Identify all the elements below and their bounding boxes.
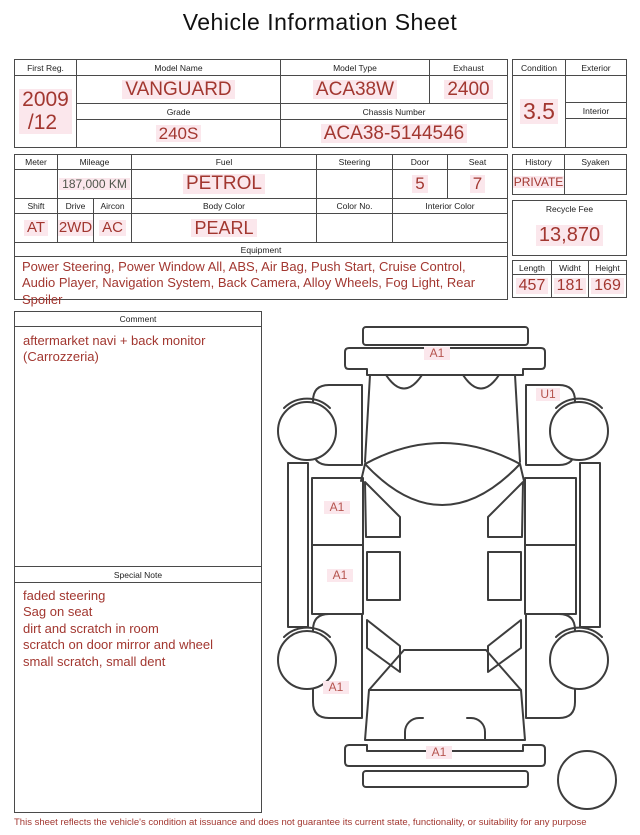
damage-mark: A1 bbox=[429, 346, 445, 360]
drive-label: Drive bbox=[58, 199, 94, 214]
equipment-label: Equipment bbox=[15, 243, 507, 257]
left-rear-window bbox=[367, 552, 400, 600]
tailgate bbox=[365, 690, 525, 740]
color-no-value bbox=[317, 214, 393, 242]
page-title: Vehicle Information Sheet bbox=[182, 9, 458, 35]
history-panel bbox=[512, 154, 627, 195]
condition-value: 3.5 bbox=[513, 76, 566, 147]
equipment-box bbox=[14, 242, 508, 307]
height-value: 169 bbox=[589, 275, 626, 297]
comment-line: aftermarket navi + back monitor bbox=[23, 333, 206, 348]
left-sill bbox=[288, 463, 308, 627]
syaken-label: Syaken bbox=[565, 155, 626, 170]
exhaust-label: Exhaust bbox=[430, 60, 507, 76]
interior-color-value bbox=[393, 214, 507, 242]
a-pillar bbox=[520, 464, 524, 481]
height-label: Height bbox=[589, 261, 626, 275]
left-quarter-window bbox=[367, 620, 400, 672]
grade-value: 240S bbox=[77, 120, 281, 147]
special-note-line: dirt and scratch in room bbox=[23, 620, 159, 636]
recycle-fee-label: Recycle Fee bbox=[545, 204, 594, 214]
door-value: 5 bbox=[393, 170, 448, 198]
seat-value: 7 bbox=[448, 170, 507, 198]
syaken-value bbox=[565, 170, 626, 194]
interior-label: Interior bbox=[566, 103, 626, 119]
condition-label: Condition bbox=[513, 60, 566, 76]
special-note-line: scratch on door mirror and wheel bbox=[23, 637, 214, 653]
interior-color-label: Interior Color bbox=[393, 199, 507, 214]
special-note-body bbox=[15, 583, 261, 812]
left-front-wheel bbox=[278, 402, 336, 460]
front-bumper-top-bar bbox=[363, 327, 528, 345]
right-front-door bbox=[525, 478, 576, 545]
model-type-value: ACA38W bbox=[281, 76, 430, 104]
condition-panel bbox=[512, 59, 627, 148]
disclaimer-text: This sheet reflects the vehicle's condition at issuance and does not guarantee its current state, functionality, or suitability for any purpose bbox=[14, 817, 587, 828]
right-rear-door bbox=[525, 545, 576, 614]
damage-mark: A1 bbox=[332, 568, 348, 582]
model-name-value: VANGUARD bbox=[77, 76, 281, 104]
exterior-label: Exterior bbox=[566, 60, 626, 76]
special-note-line: Sag on seat bbox=[23, 604, 93, 620]
damage-mark: A1 bbox=[329, 500, 345, 514]
hood-arch bbox=[386, 375, 422, 389]
right-quarter-window bbox=[488, 620, 521, 672]
comment-label: Comment bbox=[15, 312, 261, 327]
fuel-label: Fuel bbox=[132, 155, 317, 170]
dimensions-panel bbox=[512, 260, 627, 298]
damage-mark: A1 bbox=[328, 680, 344, 694]
chassis-number-label: Chassis Number bbox=[281, 104, 507, 120]
chassis-number-value: ACA38-5144546 bbox=[281, 120, 507, 147]
grade-label: Grade bbox=[77, 104, 281, 120]
spare-wheel bbox=[558, 751, 616, 809]
meter-label: Meter bbox=[15, 155, 58, 170]
steering-label: Steering bbox=[317, 155, 393, 170]
body-color-label: Body Color bbox=[132, 199, 317, 214]
special-note-line: small scratch, small dent bbox=[23, 653, 166, 669]
special-note-line: faded steering bbox=[23, 588, 106, 603]
special-note-label: Special Note bbox=[15, 566, 261, 583]
door-label: Door bbox=[393, 155, 448, 170]
car-damage-diagram bbox=[268, 312, 640, 812]
comment-line: (Carrozzeria) bbox=[23, 349, 99, 365]
length-label: Length bbox=[513, 261, 552, 275]
damage-mark: A1 bbox=[431, 745, 447, 759]
recycle-fee-panel bbox=[512, 200, 627, 256]
rear-window bbox=[369, 650, 521, 690]
model-name-label: Model Name bbox=[77, 60, 281, 76]
first-reg-label: First Reg. bbox=[15, 60, 77, 76]
license-notch bbox=[405, 718, 423, 740]
exterior-value bbox=[566, 76, 626, 103]
left-rear-wheel bbox=[278, 631, 336, 689]
model-type-label: Model Type bbox=[281, 60, 430, 76]
seat-label: Seat bbox=[448, 155, 507, 170]
drive-value: 2WD bbox=[58, 214, 94, 242]
top-info-table bbox=[14, 59, 508, 148]
history-value: PRIVATE bbox=[513, 170, 565, 194]
rear-bumper-bottom-bar bbox=[363, 771, 528, 787]
windshield bbox=[365, 443, 520, 505]
right-front-window bbox=[488, 482, 523, 537]
license-notch bbox=[467, 718, 485, 740]
hood-edge bbox=[365, 375, 370, 462]
shift-value: AT bbox=[15, 214, 58, 242]
width-label: Widht bbox=[552, 261, 589, 275]
color-no-label: Color No. bbox=[317, 199, 393, 214]
aircon-label: Aircon bbox=[94, 199, 132, 214]
shift-label: Shift bbox=[15, 199, 58, 214]
comment-body bbox=[15, 327, 261, 566]
width-value: 181 bbox=[552, 275, 589, 297]
history-label: History bbox=[513, 155, 565, 170]
mileage-label: Mileage bbox=[58, 155, 132, 170]
recycle-fee-value: 13,870 bbox=[513, 215, 626, 255]
damage-mark: U1 bbox=[540, 387, 556, 401]
right-sill bbox=[580, 463, 600, 627]
steering-value bbox=[317, 170, 393, 198]
right-rear-wheel bbox=[550, 631, 608, 689]
first-reg-value: 2009 /12 bbox=[15, 76, 77, 147]
aircon-value: AC bbox=[94, 214, 132, 242]
mid-info-table bbox=[14, 154, 508, 243]
mileage-value: 187,000 KM bbox=[58, 170, 132, 198]
right-front-wheel bbox=[550, 402, 608, 460]
exhaust-value: 2400 bbox=[430, 76, 507, 104]
fuel-value: PETROL bbox=[132, 170, 317, 198]
right-rear-window bbox=[488, 552, 521, 600]
body-color-value: PEARL bbox=[132, 214, 317, 242]
meter-value bbox=[15, 170, 58, 198]
length-value: 457 bbox=[513, 275, 552, 297]
equipment-value: Power Steering, Power Window All, ABS, Air Bag, Push Start, Cruise Control, Audio Player, Navigation System, Back Camera, Alloy Wheels, Fog Light, Rear Spoiler bbox=[22, 259, 476, 307]
interior-value bbox=[566, 119, 626, 147]
hood-arch bbox=[463, 375, 499, 389]
hood-edge bbox=[515, 375, 520, 462]
comment-box bbox=[14, 311, 262, 813]
